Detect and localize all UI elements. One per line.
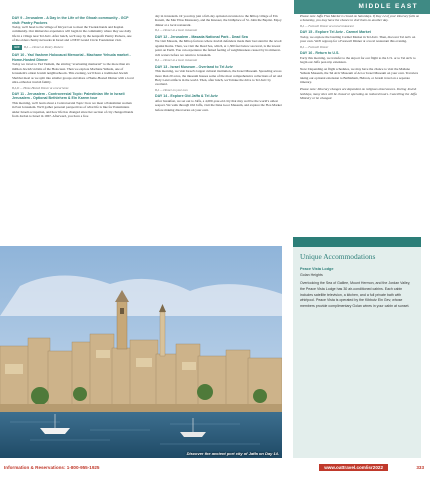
day-12-text: We visit Masada, the hilltop fortress where Jewish defenders made their last stand in the revolt against Rome. Then, we visit the Dead Sea, which, at 1,300 feet below sea level, is the lowest point on Earth. You can experience the famed feeling of weightlessness caused by its mineral-rich waters before we return to Jerusalem. bbox=[155, 39, 282, 57]
reservations-phone: Information & Reservations: 1-800-955-1925 bbox=[4, 465, 100, 470]
jaffa-port-illustration bbox=[0, 246, 282, 458]
day-9-text: Today, we'll head to the village of Kiryat Gat to meet the Tzedek hands and Kaplan community. Our immersive experience will begin in the community where they see daily life in a village near Tel Aviv. After lunch, we'll stop by the nonprofit Pantry Packers, one of the oldest charity networks in Israel and a NEW Grand Circle Foundation visit. bbox=[12, 25, 132, 43]
day-16-text: Early this morning, we transfer to the airport for our flight to the U.S. or to Tel Aviv to begin our Jaffa post-trip extension. bbox=[300, 55, 416, 65]
jaffa-port-photo bbox=[0, 246, 282, 458]
lodge-name: Peace Vista Lodge bbox=[300, 267, 334, 271]
trip-url-link[interactable]: www.oattravel.com/isr2022 bbox=[319, 464, 388, 471]
day-9-heading: DAY 9 - Jerusalem - A Day in the Life of the Ghoah community - GCP visit: Pantry Packers bbox=[12, 16, 129, 25]
day-11-continued-text: day in Jerusalem. Or you may join a full-day optional excursion to the hilltop village of Ein Karem, the Mar Elias Monastery, and the Knesset, the birthplace of St. John the Baptist. Enjoy dinner at a local restaurant. bbox=[155, 14, 282, 27]
day-16-heading: DAY 16 - Return to U.S. bbox=[300, 51, 340, 56]
itinerary-column-3 bbox=[300, 14, 420, 101]
itinerary-note: Please note: Itinerary changes are dependent on religious observances. During Jewish holidays, many sites will be closed or operating on reduced hours. Cancelling the Jaffa Ministry or be changed. bbox=[300, 87, 417, 101]
day-9-meals: B,L — Dinner at Pantry Packers bbox=[24, 44, 64, 49]
foundation-logo-row bbox=[12, 44, 134, 51]
day-12-heading: DAY 12 - Jerusalem - Masada National Park - Dead Sea bbox=[155, 34, 248, 39]
lodge-location: Golan Heights bbox=[300, 273, 323, 277]
day-13-text: This morning, we visit Israel's largest cultural institution, the Israel Museum. Spreading across more than 20 acres, the museum houses some of the most comprehensive collections of art and Holy Land artifacts in the world. Then, after lunch, we'll make the drive to Tel Aviv by overland. bbox=[155, 69, 283, 87]
day-11-meals: B,L — Dinner at a local restaurant bbox=[155, 28, 198, 33]
foundation-logo-icon: GCF bbox=[12, 45, 22, 50]
page-number: 333 bbox=[416, 465, 424, 470]
day-10-text: Today we travel to Yad Vashem, the stirring "everlasting memorial" to the more than six million Jewish victims of the Holocaust. Then we explore Machane Yehuda, one of Jerusalem's oldest Jewish neighborhoods. This evening, we'll have a traditional Jewish Shabbat meal as we split into smaller groups and share a Home-Hosted Dinner with a local ultra-orthodox Jewish family. bbox=[12, 62, 134, 85]
day-14-heading: DAY 14 - Explore Old Jaffa & Tel Aviv bbox=[155, 94, 218, 99]
section-ribbon: MIDDLE EAST bbox=[294, 0, 430, 14]
itinerary-column-1 bbox=[12, 14, 134, 119]
day-14-meals: B,L — Farewell Dinner at a local restaurant bbox=[300, 23, 354, 28]
page-footer bbox=[0, 462, 430, 480]
day-14-text: After breakfast, we set out to Jaffa, a 4,000-year-old city that may well be the world's oldest seaport. We walk through Old Jaffa, visit the Ilana Goor Museum, and explore the Flea Market before making discoveries on your own. bbox=[155, 98, 282, 112]
itinerary-column-2 bbox=[155, 14, 283, 112]
day-15-text: Today, we explore the bustling Carmel Market in Tel Aviv. Then, discover Tel Aviv on your own. We'll regroup for a Farewell Dinner at a local restaurant this evening. bbox=[300, 34, 416, 44]
lodge-description: Overlooking the Sea of Galilee, Mount Hermon, and the Jordan Valley, the Peace Vista Lodge has 30 air-conditioned cabins. Each cabin includes satellite television, a kitchen, and a full private bath with whirlpool. Peace Vista is operated by the Kibbutz Ein Gev, whose members provide complimentary Golan wines in your cabin at sunset. bbox=[300, 281, 411, 309]
unique-accommodations-box bbox=[293, 237, 421, 458]
day-13-heading: DAY 13 - Israel Museum - Overland to Tel Aviv bbox=[155, 64, 233, 69]
box-title: Unique Accommodations bbox=[300, 252, 376, 261]
day-15-heading: DAY 15 - Explore Tel Aviv - Carmel Market bbox=[300, 30, 371, 35]
day-15-meals: B,L — Farewell Dinner bbox=[300, 44, 329, 49]
jaffa-note: Please note Jaffa Flea Market is closed on Saturdays. If Day 14 of your itinerary falls on a Saturday, you may have the chance to visit them on another day. bbox=[300, 14, 420, 23]
day-10-meals: B,L,D — Home-Hosted Dinner at a local home bbox=[12, 85, 69, 90]
photo-caption: Discover the ancient port city of Jaffa on Day 14. bbox=[186, 451, 279, 456]
day-10-heading: DAY 10 - Yad Vashem Holocaust Memorial - Machane Yehuda market - Home-Hosted Dinner bbox=[12, 53, 131, 62]
day-13-meals: B,L — Dinner on your own bbox=[155, 87, 188, 92]
day-11-heading: DAY 11 - Jerusalem - Controversial Topic: Palestinian life in Israeli Jerusalem - Optional Bethlehem & Ein Karem tour bbox=[12, 91, 125, 101]
day-12-meals: B,L — Dinner at a local restaurant bbox=[155, 58, 198, 63]
day-11-text: This morning, we'll learn about a Controversial Topic: how we meet a Palestinian woman in East Jerusalem. We'll gather personal perspectives of what life is like for Palestinians under Israeli occupation, and how life has changed since her section of city changed hands from Jordan to Israel in 1967. Afterward, you have a free bbox=[12, 100, 134, 119]
box-top-bar bbox=[293, 237, 421, 247]
day-16-extra: Note: Depending on flight schedules, we may have the chance to visit the Mahane Yehuda Museum, the Tel Aviv Museum of Art or Israel Museum on your own. Travelers taking our optional extension to Bethlehem, Hebron, or Jerash travel on a separate itinerary. bbox=[300, 66, 418, 84]
